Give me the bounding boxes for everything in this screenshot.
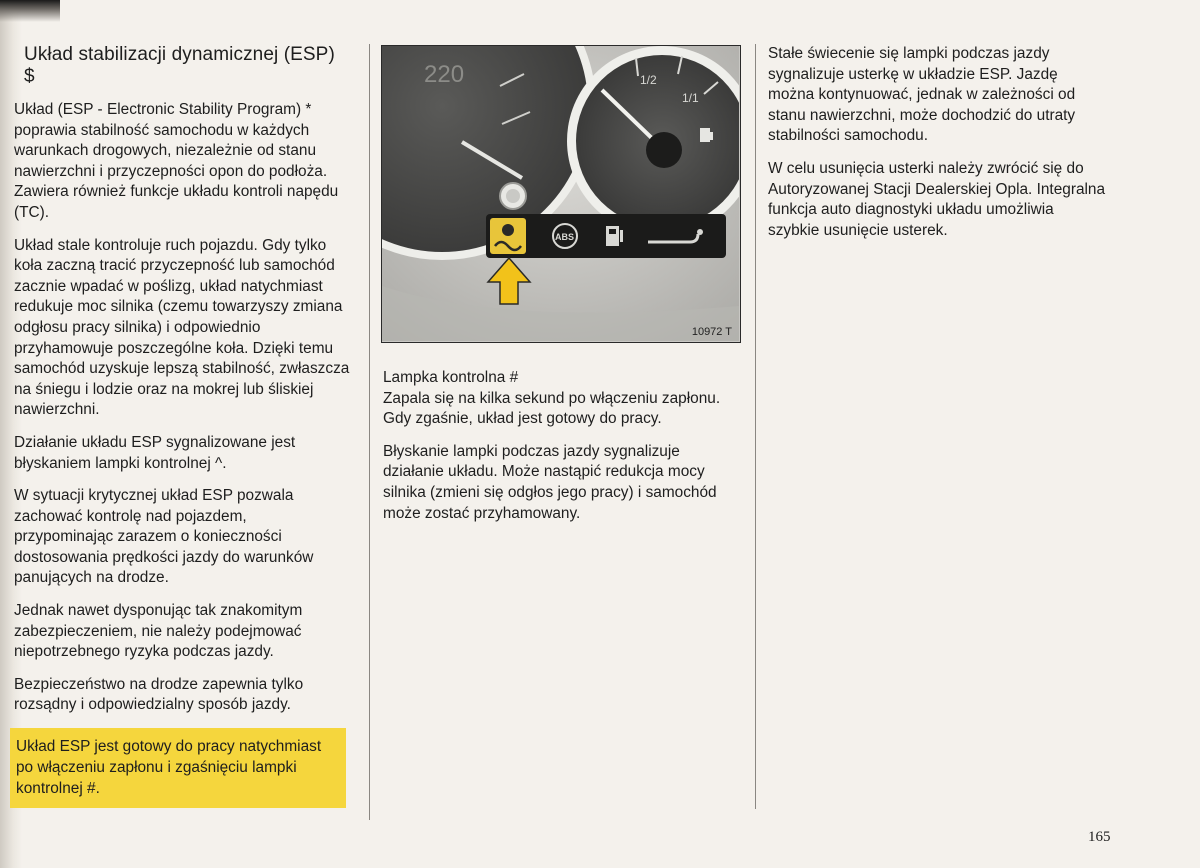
abs-label: ABS [555, 232, 575, 242]
paragraph-signal: Działanie układu ESP sygnalizowane jest błyskaniem lampki kontrolnej ^. [14, 433, 296, 472]
column-divider-right [755, 44, 756, 809]
figure-reference-number: 10972 T [691, 326, 732, 338]
paragraph-lamp-description: Lampka kontrolna # Zapala się na kilka sekund po włączeniu zapłonu. Gdy zgaśnie, układ jest gotowy do pracy. [383, 369, 721, 428]
instrument-cluster-illustration [382, 46, 739, 341]
scan-corner-shadow [0, 0, 60, 22]
paragraph-operation: Układ stale kontroluje ruch pojazdu. Gdy tylko koła zaczną tracić przyczepność lub samochód zacznie wpadać w poślizg, układ natychmiast redukuje moc silnika (czemu towarzyszy zmiana odgłosu pracy silnika) i odpowiednio przyhamowuje poszczególne koła. Dzięki temu samochód uzyskuje lepszą stabilność, zwłaszcza na śniegu i lodzie oraz na mokrej lub śliskiej nawierzchni. [14, 236, 350, 419]
speed-marking: 220 [424, 61, 465, 88]
paragraph-risk: Jednak nawet dysponując tak znakomitym zabezpieczeniem, nie należy podejmować niepotrzebnego ryzyka podczas jazdy. [14, 602, 303, 661]
paragraph-fault: Stałe świecenie się lampki podczas jazdy sygnalizuje usterkę w układzie ESP. Jazdę można kontynuować, jednak w zależności od stanu nawierzchni, może dochodzić do utraty stabilności samochodu. [768, 45, 1076, 145]
right-column [768, 44, 1108, 253]
warning-light-strip [486, 214, 726, 258]
instrument-cluster-figure [381, 45, 741, 343]
section-heading: Układ stabilizacji dynamicznej (ESP) $ [24, 44, 335, 87]
left-column [10, 44, 350, 808]
esp-warning-icon [490, 218, 526, 254]
middle-column [383, 368, 723, 536]
fuel-full-mark: 1/1 [682, 91, 699, 105]
paragraph-intro: Układ (ESP - Electronic Stability Program) * poprawia stabilność samochodu w każdych warunkach drogowych, niezależnie od stanu nawierzchni i przyczepności opon do podłoża. Zawiera również funkcje układu kontroli napędu (TC). [14, 101, 339, 221]
paragraph-safety: Bezpieczeństwo na drodze zapewnia tylko rozsądny i odpowiedzialny sposób jazdy. [14, 675, 304, 714]
paragraph-service: W celu usunięcia usterki należy zwrócić się do Autoryzowanej Stacji Dealerskiej Opla. Integralna funkcja auto diagnostyki układu umożliwia szybkie usunięcie usterek. [768, 159, 1106, 239]
highlight-note: Układ ESP jest gotowy do pracy natychmiast po włączeniu zapłonu i zgaśnięciu lampki kontrolnej #. [10, 728, 346, 808]
paragraph-critical: W sytuacji krytycznej układ ESP pozwala zachować kontrolę nad pojazdem, przypominając zarazem o konieczności dostosowania prędkości jazdy do warunków panujących na drodze. [14, 487, 314, 587]
column-divider-left [369, 44, 370, 820]
fuel-half-mark: 1/2 [640, 73, 657, 87]
paragraph-blinking: Błyskanie lampki podczas jazdy sygnalizuje działanie układu. Może nastąpić redukcja mocy silnika (zmieni się odgłos jego pracy) i samochód może zostać przyhamowany. [383, 442, 717, 522]
page-number: 165 [1088, 829, 1111, 845]
